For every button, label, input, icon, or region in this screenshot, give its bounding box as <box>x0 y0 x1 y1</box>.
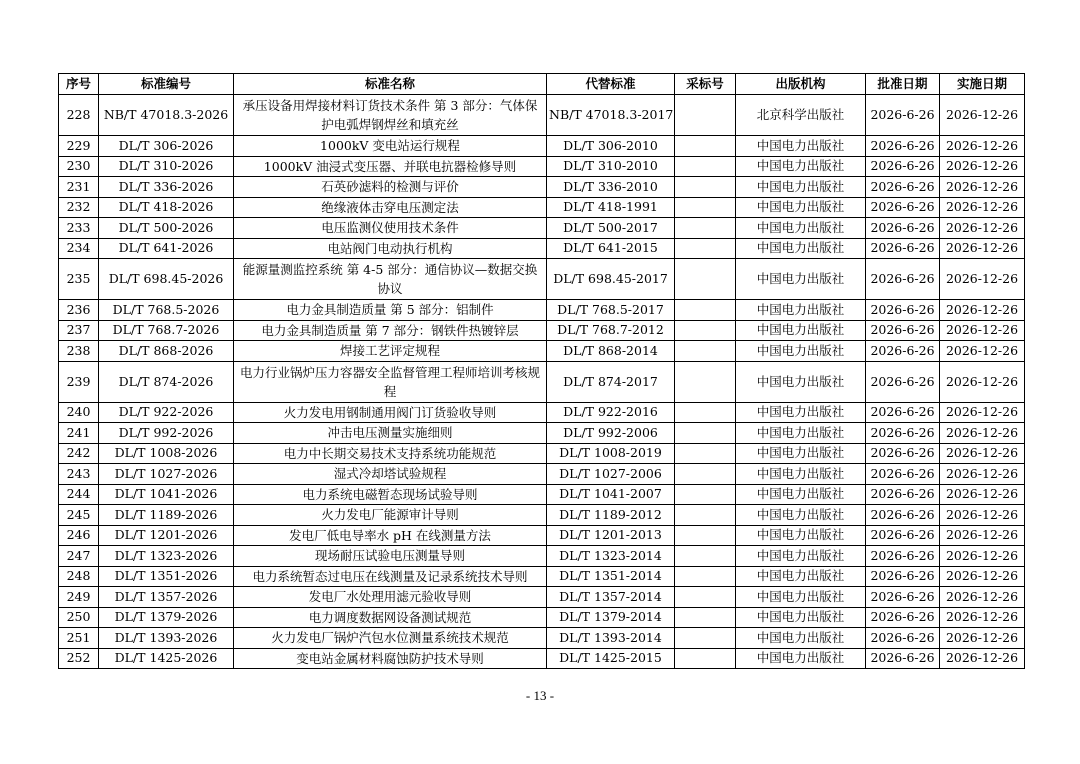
table-row <box>59 423 1025 444</box>
cell-seq: 252 <box>59 648 99 669</box>
header-replaces: 代替标准 <box>547 74 675 95</box>
cell-code: DL/T 868-2026 <box>99 341 234 362</box>
cell-adopted <box>675 177 736 198</box>
cell-effective: 2026-12-26 <box>940 259 1025 300</box>
cell-publisher: 中国电力出版社 <box>736 423 866 444</box>
cell-publisher: 中国电力出版社 <box>736 484 866 505</box>
cell-name: 承压设备用焊接材料订货技术条件 第 3 部分：气体保护电弧焊钢焊丝和填充丝 <box>234 95 547 136</box>
cell-code: DL/T 992-2026 <box>99 423 234 444</box>
cell-adopted <box>675 607 736 628</box>
cell-name: 电站阀门电动执行机构 <box>234 238 547 259</box>
cell-name: 焊接工艺评定规程 <box>234 341 547 362</box>
cell-adopted <box>675 361 736 402</box>
cell-replaces: DL/T 992-2006 <box>547 423 675 444</box>
cell-replaces: DL/T 418-1991 <box>547 197 675 218</box>
cell-publisher: 中国电力出版社 <box>736 464 866 485</box>
table-row <box>59 566 1025 587</box>
table-row <box>59 607 1025 628</box>
cell-name: 能源量测监控系统 第 4-5 部分：通信协议—数据交换协议 <box>234 259 547 300</box>
cell-name: 冲击电压测量实施细则 <box>234 423 547 444</box>
cell-publisher: 中国电力出版社 <box>736 607 866 628</box>
cell-approved: 2026-6-26 <box>866 505 940 526</box>
cell-seq: 244 <box>59 484 99 505</box>
table-row <box>59 259 1025 300</box>
table-body <box>59 95 1025 669</box>
cell-approved: 2026-6-26 <box>866 546 940 567</box>
cell-approved: 2026-6-26 <box>866 464 940 485</box>
cell-approved: 2026-6-26 <box>866 607 940 628</box>
cell-seq: 242 <box>59 443 99 464</box>
cell-approved: 2026-6-26 <box>866 341 940 362</box>
cell-approved: 2026-6-26 <box>866 218 940 239</box>
cell-adopted <box>675 628 736 649</box>
cell-seq: 235 <box>59 259 99 300</box>
cell-publisher: 中国电力出版社 <box>736 156 866 177</box>
cell-publisher: 中国电力出版社 <box>736 361 866 402</box>
cell-publisher: 中国电力出版社 <box>736 443 866 464</box>
cell-seq: 236 <box>59 300 99 321</box>
cell-adopted <box>675 587 736 608</box>
cell-seq: 246 <box>59 525 99 546</box>
cell-adopted <box>675 300 736 321</box>
cell-effective: 2026-12-26 <box>940 95 1025 136</box>
cell-approved: 2026-6-26 <box>866 587 940 608</box>
header-adopted: 采标号 <box>675 74 736 95</box>
table-row <box>59 341 1025 362</box>
cell-replaces: DL/T 641-2015 <box>547 238 675 259</box>
cell-name: 发电厂低电导率水 pH 在线测量方法 <box>234 525 547 546</box>
cell-code: DL/T 336-2026 <box>99 177 234 198</box>
cell-approved: 2026-6-26 <box>866 525 940 546</box>
cell-approved: 2026-6-26 <box>866 136 940 157</box>
cell-adopted <box>675 238 736 259</box>
cell-replaces: DL/T 768.7-2012 <box>547 320 675 341</box>
cell-effective: 2026-12-26 <box>940 341 1025 362</box>
cell-seq: 239 <box>59 361 99 402</box>
cell-name: 发电厂水处理用滤元验收导则 <box>234 587 547 608</box>
cell-seq: 234 <box>59 238 99 259</box>
table-row <box>59 464 1025 485</box>
cell-publisher: 中国电力出版社 <box>736 320 866 341</box>
cell-name: 1000kV 油浸式变压器、并联电抗器检修导则 <box>234 156 547 177</box>
cell-publisher: 中国电力出版社 <box>736 402 866 423</box>
cell-replaces: DL/T 868-2014 <box>547 341 675 362</box>
cell-seq: 240 <box>59 402 99 423</box>
table-row <box>59 95 1025 136</box>
cell-effective: 2026-12-26 <box>940 218 1025 239</box>
header-name: 标准名称 <box>234 74 547 95</box>
cell-publisher: 中国电力出版社 <box>736 587 866 608</box>
table-row <box>59 197 1025 218</box>
cell-effective: 2026-12-26 <box>940 607 1025 628</box>
table-row <box>59 443 1025 464</box>
cell-approved: 2026-6-26 <box>866 628 940 649</box>
cell-effective: 2026-12-26 <box>940 136 1025 157</box>
cell-seq: 245 <box>59 505 99 526</box>
cell-code: DL/T 418-2026 <box>99 197 234 218</box>
table-row <box>59 505 1025 526</box>
cell-effective: 2026-12-26 <box>940 566 1025 587</box>
cell-code: DL/T 1393-2026 <box>99 628 234 649</box>
cell-approved: 2026-6-26 <box>866 566 940 587</box>
cell-approved: 2026-6-26 <box>866 177 940 198</box>
cell-code: DL/T 1041-2026 <box>99 484 234 505</box>
cell-code: DL/T 1351-2026 <box>99 566 234 587</box>
cell-code: NB/T 47018.3-2026 <box>99 95 234 136</box>
table-row <box>59 238 1025 259</box>
cell-name: 电压监测仪使用技术条件 <box>234 218 547 239</box>
cell-adopted <box>675 259 736 300</box>
cell-adopted <box>675 341 736 362</box>
cell-replaces: DL/T 336-2010 <box>547 177 675 198</box>
cell-replaces: DL/T 1027-2006 <box>547 464 675 485</box>
cell-effective: 2026-12-26 <box>940 443 1025 464</box>
cell-approved: 2026-6-26 <box>866 259 940 300</box>
cell-replaces: DL/T 1351-2014 <box>547 566 675 587</box>
cell-replaces: DL/T 1041-2007 <box>547 484 675 505</box>
table-row <box>59 136 1025 157</box>
cell-seq: 231 <box>59 177 99 198</box>
cell-adopted <box>675 156 736 177</box>
cell-adopted <box>675 320 736 341</box>
cell-effective: 2026-12-26 <box>940 484 1025 505</box>
cell-adopted <box>675 197 736 218</box>
cell-approved: 2026-6-26 <box>866 238 940 259</box>
cell-publisher: 中国电力出版社 <box>736 525 866 546</box>
cell-publisher: 中国电力出版社 <box>736 505 866 526</box>
cell-code: DL/T 874-2026 <box>99 361 234 402</box>
cell-name: 电力金具制造质量 第 5 部分：铝制件 <box>234 300 547 321</box>
cell-seq: 249 <box>59 587 99 608</box>
cell-publisher: 中国电力出版社 <box>736 259 866 300</box>
cell-name: 电力调度数据网设备测试规范 <box>234 607 547 628</box>
cell-effective: 2026-12-26 <box>940 238 1025 259</box>
cell-publisher: 中国电力出版社 <box>736 197 866 218</box>
cell-effective: 2026-12-26 <box>940 525 1025 546</box>
header-code: 标准编号 <box>99 74 234 95</box>
table-row <box>59 320 1025 341</box>
cell-approved: 2026-6-26 <box>866 197 940 218</box>
cell-name: 火力发电用钢制通用阀门订货验收导则 <box>234 402 547 423</box>
cell-seq: 248 <box>59 566 99 587</box>
cell-code: DL/T 641-2026 <box>99 238 234 259</box>
cell-replaces: DL/T 306-2010 <box>547 136 675 157</box>
cell-name: 电力行业锅炉压力容器安全监督管理工程师培训考核规程 <box>234 361 547 402</box>
cell-code: DL/T 768.7-2026 <box>99 320 234 341</box>
cell-name: 火力发电厂能源审计导则 <box>234 505 547 526</box>
cell-effective: 2026-12-26 <box>940 156 1025 177</box>
cell-replaces: DL/T 1008-2019 <box>547 443 675 464</box>
cell-effective: 2026-12-26 <box>940 505 1025 526</box>
cell-code: DL/T 500-2026 <box>99 218 234 239</box>
cell-publisher: 中国电力出版社 <box>736 341 866 362</box>
cell-code: DL/T 310-2026 <box>99 156 234 177</box>
table-row <box>59 218 1025 239</box>
cell-seq: 230 <box>59 156 99 177</box>
cell-name: 现场耐压试验电压测量导则 <box>234 546 547 567</box>
cell-publisher: 中国电力出版社 <box>736 177 866 198</box>
cell-effective: 2026-12-26 <box>940 320 1025 341</box>
cell-adopted <box>675 546 736 567</box>
cell-effective: 2026-12-26 <box>940 587 1025 608</box>
table-row <box>59 587 1025 608</box>
cell-code: DL/T 1323-2026 <box>99 546 234 567</box>
cell-name: 火力发电厂锅炉汽包水位测量系统技术规范 <box>234 628 547 649</box>
table-row <box>59 177 1025 198</box>
cell-replaces: DL/T 500-2017 <box>547 218 675 239</box>
cell-code: DL/T 1008-2026 <box>99 443 234 464</box>
cell-name: 电力系统暂态过电压在线测量及记录系统技术导则 <box>234 566 547 587</box>
cell-code: DL/T 1201-2026 <box>99 525 234 546</box>
cell-approved: 2026-6-26 <box>866 320 940 341</box>
cell-name: 湿式冷却塔试验规程 <box>234 464 547 485</box>
cell-effective: 2026-12-26 <box>940 177 1025 198</box>
cell-seq: 232 <box>59 197 99 218</box>
cell-adopted <box>675 423 736 444</box>
table-row <box>59 628 1025 649</box>
table-row <box>59 546 1025 567</box>
cell-replaces: DL/T 1323-2014 <box>547 546 675 567</box>
cell-publisher: 中国电力出版社 <box>736 628 866 649</box>
cell-effective: 2026-12-26 <box>940 464 1025 485</box>
cell-code: DL/T 698.45-2026 <box>99 259 234 300</box>
cell-seq: 229 <box>59 136 99 157</box>
cell-adopted <box>675 136 736 157</box>
cell-publisher: 北京科学出版社 <box>736 95 866 136</box>
cell-adopted <box>675 484 736 505</box>
cell-code: DL/T 1425-2026 <box>99 648 234 669</box>
cell-publisher: 中国电力出版社 <box>736 218 866 239</box>
cell-adopted <box>675 218 736 239</box>
header-seq: 序号 <box>59 74 99 95</box>
cell-code: DL/T 1357-2026 <box>99 587 234 608</box>
cell-publisher: 中国电力出版社 <box>736 136 866 157</box>
cell-publisher: 中国电力出版社 <box>736 648 866 669</box>
cell-approved: 2026-6-26 <box>866 361 940 402</box>
cell-approved: 2026-6-26 <box>866 484 940 505</box>
cell-seq: 251 <box>59 628 99 649</box>
cell-name: 绝缘液体击穿电压测定法 <box>234 197 547 218</box>
header-effective: 实施日期 <box>940 74 1025 95</box>
cell-effective: 2026-12-26 <box>940 648 1025 669</box>
cell-seq: 228 <box>59 95 99 136</box>
cell-name: 电力中长期交易技术支持系统功能规范 <box>234 443 547 464</box>
cell-code: DL/T 1027-2026 <box>99 464 234 485</box>
cell-replaces: NB/T 47018.3-2017 <box>547 95 675 136</box>
cell-adopted <box>675 402 736 423</box>
cell-replaces: DL/T 310-2010 <box>547 156 675 177</box>
cell-code: DL/T 306-2026 <box>99 136 234 157</box>
cell-publisher: 中国电力出版社 <box>736 238 866 259</box>
header-publisher: 出版机构 <box>736 74 866 95</box>
cell-effective: 2026-12-26 <box>940 402 1025 423</box>
cell-replaces: DL/T 1357-2014 <box>547 587 675 608</box>
cell-effective: 2026-12-26 <box>940 300 1025 321</box>
cell-replaces: DL/T 874-2017 <box>547 361 675 402</box>
cell-adopted <box>675 566 736 587</box>
cell-approved: 2026-6-26 <box>866 300 940 321</box>
cell-seq: 238 <box>59 341 99 362</box>
cell-replaces: DL/T 922-2016 <box>547 402 675 423</box>
cell-name: 电力金具制造质量 第 7 部分：钢铁件热镀锌层 <box>234 320 547 341</box>
table-row <box>59 361 1025 402</box>
cell-adopted <box>675 648 736 669</box>
cell-code: DL/T 768.5-2026 <box>99 300 234 321</box>
table-row <box>59 525 1025 546</box>
standards-table <box>58 73 1025 669</box>
cell-name: 变电站金属材料腐蚀防护技术导则 <box>234 648 547 669</box>
cell-publisher: 中国电力出版社 <box>736 566 866 587</box>
cell-seq: 250 <box>59 607 99 628</box>
cell-approved: 2026-6-26 <box>866 402 940 423</box>
table-row <box>59 648 1025 669</box>
cell-seq: 241 <box>59 423 99 444</box>
table-row <box>59 300 1025 321</box>
cell-seq: 237 <box>59 320 99 341</box>
cell-approved: 2026-6-26 <box>866 648 940 669</box>
cell-publisher: 中国电力出版社 <box>736 300 866 321</box>
header-approved: 批准日期 <box>866 74 940 95</box>
cell-approved: 2026-6-26 <box>866 443 940 464</box>
cell-replaces: DL/T 1379-2014 <box>547 607 675 628</box>
table-row <box>59 156 1025 177</box>
cell-effective: 2026-12-26 <box>940 628 1025 649</box>
cell-adopted <box>675 443 736 464</box>
cell-approved: 2026-6-26 <box>866 423 940 444</box>
cell-seq: 247 <box>59 546 99 567</box>
cell-effective: 2026-12-26 <box>940 361 1025 402</box>
table-row <box>59 402 1025 423</box>
cell-adopted <box>675 505 736 526</box>
cell-replaces: DL/T 1189-2012 <box>547 505 675 526</box>
cell-effective: 2026-12-26 <box>940 197 1025 218</box>
cell-replaces: DL/T 1425-2015 <box>547 648 675 669</box>
cell-code: DL/T 922-2026 <box>99 402 234 423</box>
cell-replaces: DL/T 698.45-2017 <box>547 259 675 300</box>
cell-replaces: DL/T 768.5-2017 <box>547 300 675 321</box>
cell-name: 石英砂滤料的检测与评价 <box>234 177 547 198</box>
cell-name: 电力系统电磁暂态现场试验导则 <box>234 484 547 505</box>
cell-publisher: 中国电力出版社 <box>736 546 866 567</box>
cell-replaces: DL/T 1201-2013 <box>547 525 675 546</box>
table-header-row <box>59 74 1025 95</box>
cell-adopted <box>675 95 736 136</box>
page-number: - 13 - <box>525 688 555 703</box>
cell-replaces: DL/T 1393-2014 <box>547 628 675 649</box>
cell-seq: 233 <box>59 218 99 239</box>
table-row <box>59 484 1025 505</box>
cell-approved: 2026-6-26 <box>866 95 940 136</box>
cell-effective: 2026-12-26 <box>940 423 1025 444</box>
cell-code: DL/T 1189-2026 <box>99 505 234 526</box>
cell-code: DL/T 1379-2026 <box>99 607 234 628</box>
cell-name: 1000kV 变电站运行规程 <box>234 136 547 157</box>
cell-adopted <box>675 525 736 546</box>
cell-effective: 2026-12-26 <box>940 546 1025 567</box>
cell-seq: 243 <box>59 464 99 485</box>
cell-approved: 2026-6-26 <box>866 156 940 177</box>
cell-adopted <box>675 464 736 485</box>
